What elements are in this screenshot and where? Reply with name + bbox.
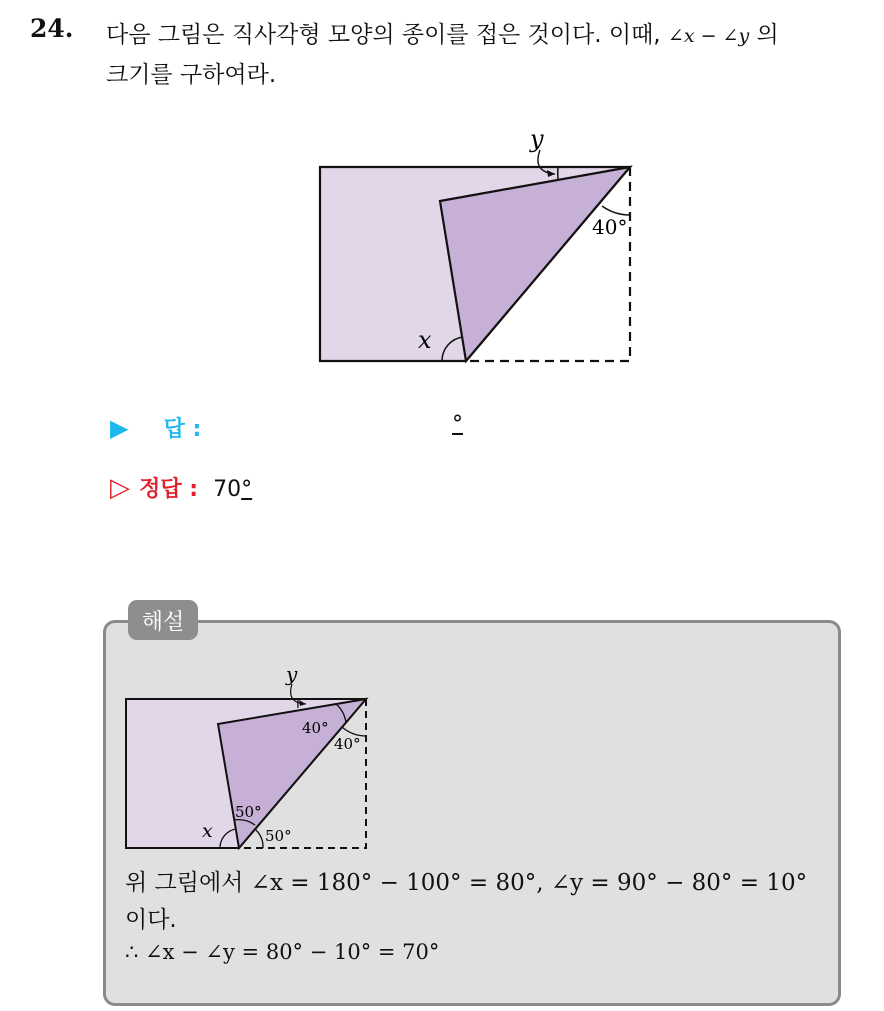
exp-angle-50-outer: 50°: [265, 827, 292, 845]
correct-answer-marker-icon: ▷: [110, 473, 130, 503]
correct-answer-row: [110, 472, 252, 503]
exp-angle-40-inner: 40°: [302, 719, 329, 737]
folded-triangle: [440, 167, 630, 361]
angle-label-40: 40°: [592, 215, 628, 239]
question-text: 다음 그림은 직사각형 모양의 종이를 접은 것이다. 이때,: [106, 22, 661, 48]
explanation-figure: [120, 660, 380, 855]
exp-label-x: x: [202, 820, 213, 842]
explanation-line1: [125, 864, 807, 897]
explanation-line2: [125, 901, 177, 934]
answer-marker-icon: ▶: [110, 414, 129, 442]
explanation-line1-math: ∠x = 180° − 100° = 80°, ∠y = 90° − 80° = 10°: [250, 870, 808, 896]
exp-arc-50-outer: [256, 830, 263, 848]
question-text-line1: [106, 16, 779, 49]
question-text-end: 의: [756, 22, 779, 48]
answer-label: 답 :: [163, 417, 202, 442]
explanation-line3: [125, 940, 439, 964]
explanation-line2-text: 이다.: [125, 907, 177, 933]
correct-answer-unit: °: [241, 477, 253, 502]
exp-folded-triangle: [218, 699, 366, 848]
explanation-line1-text: 위 그림에서: [125, 870, 244, 896]
explanation-line3-math: ∴ ∠x − ∠y = 80° − 10° = 70°: [125, 940, 440, 964]
exp-angle-50-inner: 50°: [235, 803, 262, 821]
folded-paper-figure: [300, 120, 660, 380]
correct-answer-label: 정답 :: [139, 477, 199, 502]
question-number: 24.: [30, 14, 74, 43]
exp-label-y: y: [286, 662, 298, 686]
angle-arc-40: [602, 206, 630, 215]
question-text-line2: 크기를 구하여라.: [106, 62, 277, 88]
question-math: ∠x − ∠y: [667, 25, 750, 47]
label-x: x: [418, 326, 432, 354]
exp-angle-40-outer: 40°: [334, 735, 361, 753]
label-y: y: [530, 125, 544, 153]
correct-answer-value: 70: [213, 477, 242, 502]
answer-row: [110, 412, 201, 443]
explanation-tag: 해설: [128, 600, 198, 640]
answer-unit[interactable]: °: [452, 412, 463, 437]
